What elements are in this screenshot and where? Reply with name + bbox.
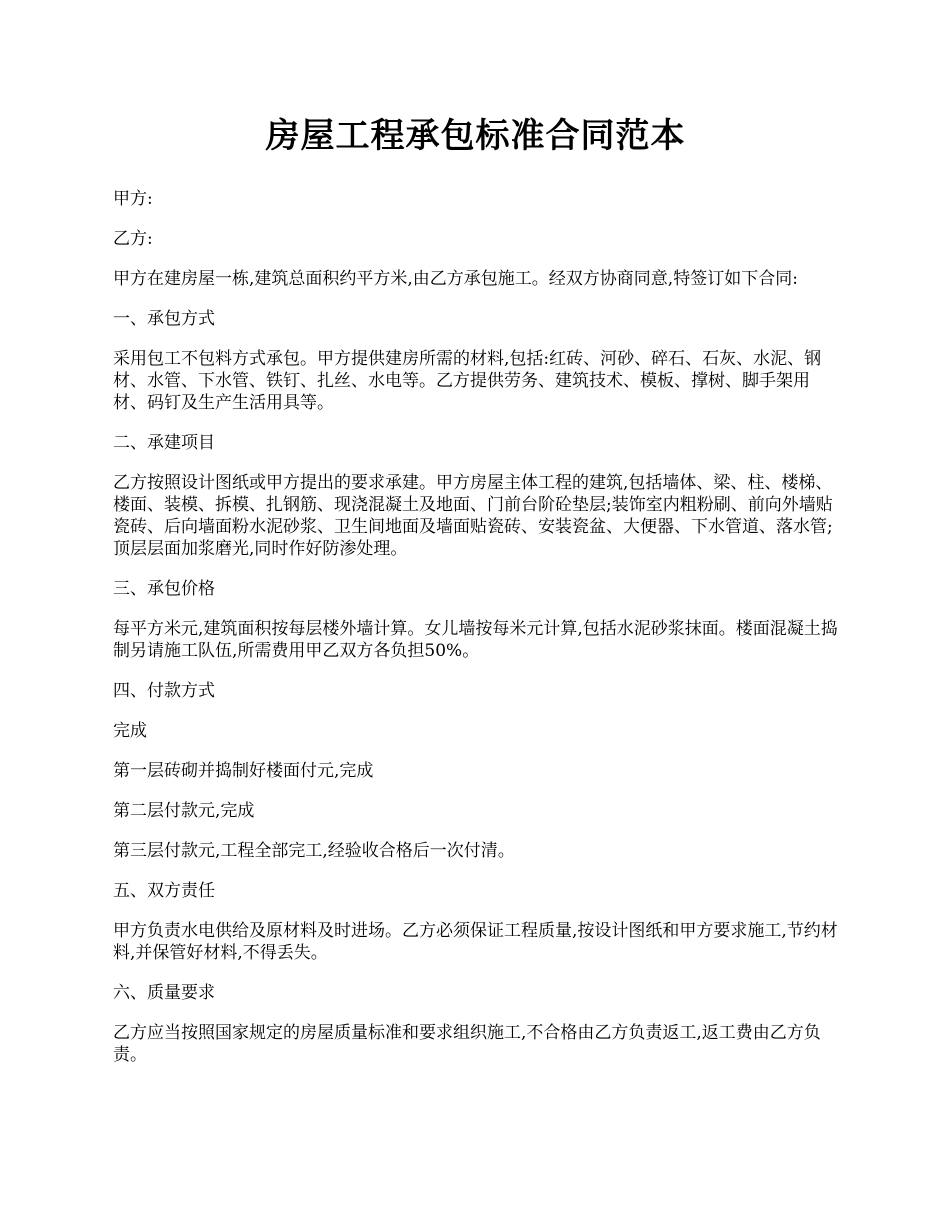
section-heading-payment-method: 四、付款方式 <box>113 681 215 701</box>
section-heading-responsibilities: 五、双方责任 <box>113 881 215 901</box>
payment-line: 第二层付款元,完成 <box>113 801 255 821</box>
payment-line: 第三层付款元,工程全部完工,经验收合格后一次付清。 <box>113 841 515 861</box>
section-heading-contract-method: 一、承包方式 <box>113 309 215 329</box>
quality-paragraph: 乙方应当按照国家规定的房屋质量标准和要求组织施工,不合格由乙方负责返工,返工费由乙方负责。 <box>113 1023 821 1065</box>
payment-line: 完成 <box>113 721 147 741</box>
party-b-label: 乙方: <box>113 229 153 249</box>
section-heading-contract-price: 三、承包价格 <box>113 579 215 599</box>
intro-paragraph: 甲方在建房屋一栋,建筑总面积约平方米,由乙方承包施工。经双方协商同意,特签订如下合同: <box>113 269 798 289</box>
project-scope-paragraph: 乙方按照设计图纸或甲方提出的要求承建。甲方房屋主体工程的建筑,包括墙体、梁、柱、楼梯、楼面、装模、拆模、扎钢筋、现浇混凝土及地面、门前台阶砼垫层;装饰室内粗粉刷、前向外墙贴瓷砖、后向墙面粉水泥砂浆、卫生间地面及墙面贴瓷砖、安装瓷盆、大便器、下水管道、落水管;顶层层面加浆磨光,同时作好防渗处理。 <box>113 473 833 559</box>
section-heading-quality: 六、质量要求 <box>113 983 215 1003</box>
responsibilities-paragraph: 甲方负责水电供给及原材料及时进场。乙方必须保证工程质量,按设计图纸和甲方要求施工,节约材料,并保管好材料,不得丢失。 <box>113 921 838 963</box>
party-a-label: 甲方: <box>113 189 153 209</box>
contract-method-paragraph: 采用包工不包料方式承包。甲方提供建房所需的材料,包括:红砖、河砂、碎石、石灰、水泥、钢材、水管、下水管、铁钉、扎丝、水电等。乙方提供劳务、建筑技术、模板、撑树、脚手架用材、码钉及生产生活用具等。 <box>113 349 822 413</box>
document-title: 房屋工程承包标准合同范本 <box>265 116 686 156</box>
contract-price-paragraph: 每平方米元,建筑面积按每层楼外墙计算。女儿墙按每米元计算,包括水泥砂浆抹面。楼面混凝土捣制另请施工队伍,所需费用甲乙双方各负担50%。 <box>113 619 838 661</box>
payment-line: 第一层砖砌并捣制好楼面付元,完成 <box>113 761 374 781</box>
section-heading-project-scope: 二、承建项目 <box>113 433 215 453</box>
